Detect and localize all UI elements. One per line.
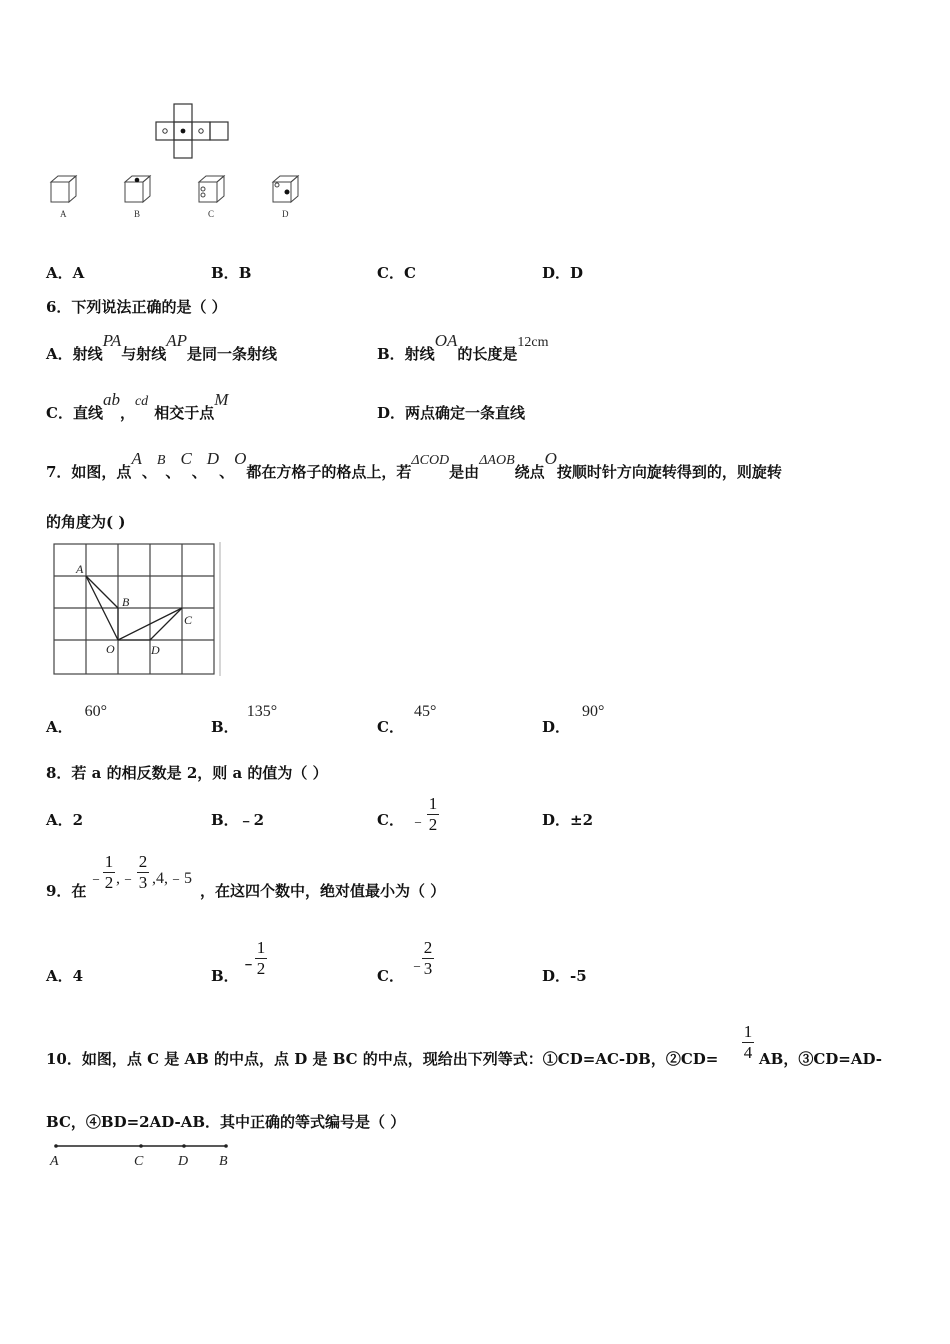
q6-stem: 6．下列说法正确的是（ ）: [46, 298, 227, 316]
q8-option-d[interactable]: D．±2: [542, 811, 594, 829]
q5-option-a[interactable]: A．A: [46, 264, 85, 282]
cube-label-a: A: [60, 209, 67, 219]
cube-options-figure: [46, 172, 316, 222]
q9-option-c[interactable]: C． ﹣ 2 3: [377, 938, 433, 985]
q5-option-d[interactable]: D．D: [542, 264, 584, 282]
grid-label-a: A: [76, 562, 84, 576]
q9-stem: 9．在 ﹣ 1 2 ,﹣ 2 3 ,4,﹣5 ，在这四个数中，绝对值最小为（ ）: [46, 852, 446, 900]
q6-option-a[interactable]: A．射线PA与射线AP是同一条射线: [46, 331, 278, 363]
q6-option-b[interactable]: B．射线OA的长度是12cm: [377, 331, 549, 363]
q8-stem: 8．若 a 的相反数是 2，则 a 的值为（ ）: [46, 764, 328, 782]
q10-stem-line2: BC，④BD=2AD-AB．其中正确的等式编号是（ ）: [46, 1113, 406, 1131]
q8-option-b[interactable]: B．﹣2: [211, 811, 265, 829]
q7-stem-line2: 的角度为( ): [46, 513, 126, 531]
q9-option-b[interactable]: B． ﹣ 1 2: [211, 938, 266, 985]
cube-label-c: C: [208, 209, 215, 219]
segment-label-d: D: [178, 1154, 189, 1169]
q6-option-c[interactable]: C．直线ab，cd相交于点M: [46, 390, 229, 422]
q7-option-d[interactable]: D．90°: [542, 703, 605, 736]
segment-label-c: C: [134, 1154, 144, 1169]
q5-option-b[interactable]: B．B: [211, 264, 252, 282]
grid-label-c: C: [184, 613, 193, 627]
q10-stem-line1: 10．如图，点 C 是 AB 的中点，点 D 是 BC 的中点，现给出下列等式：①CD=AC-DB，②CD= 1 4 AB，③CD=AD-: [46, 1022, 882, 1068]
cube-label-b: B: [134, 209, 141, 219]
q9-option-d[interactable]: D．-5: [542, 967, 587, 985]
cube-label-d: D: [282, 209, 289, 219]
q9-option-a[interactable]: A．4: [46, 967, 84, 985]
q7-option-b[interactable]: B．135°: [211, 703, 278, 736]
q8-option-c[interactable]: C． ﹣ 1 2: [377, 794, 438, 834]
q8-option-a[interactable]: A．2: [46, 811, 84, 829]
q7-option-a[interactable]: A．60°: [46, 703, 108, 736]
grid-label-d: D: [151, 643, 160, 657]
segment-label-a: A: [50, 1154, 59, 1169]
cube-net-figure: [150, 100, 235, 162]
grid-label-o: O: [106, 642, 115, 656]
q7-stem-line1: 7．如图，点A、B、C、D、O都在方格子的格点上，若ΔCOD是由ΔAOB绕点O按顺时针方向旋转得到的，则旋转: [46, 449, 782, 481]
q7-grid-figure: [48, 540, 226, 682]
segment-label-b: B: [219, 1154, 228, 1169]
q6-option-d[interactable]: D．两点确定一条直线: [377, 404, 526, 422]
q7-option-c[interactable]: C．45°: [377, 703, 437, 736]
q5-option-c[interactable]: C．C: [377, 264, 416, 282]
grid-label-b: B: [122, 595, 130, 609]
q10-segment-figure: [46, 1136, 236, 1172]
